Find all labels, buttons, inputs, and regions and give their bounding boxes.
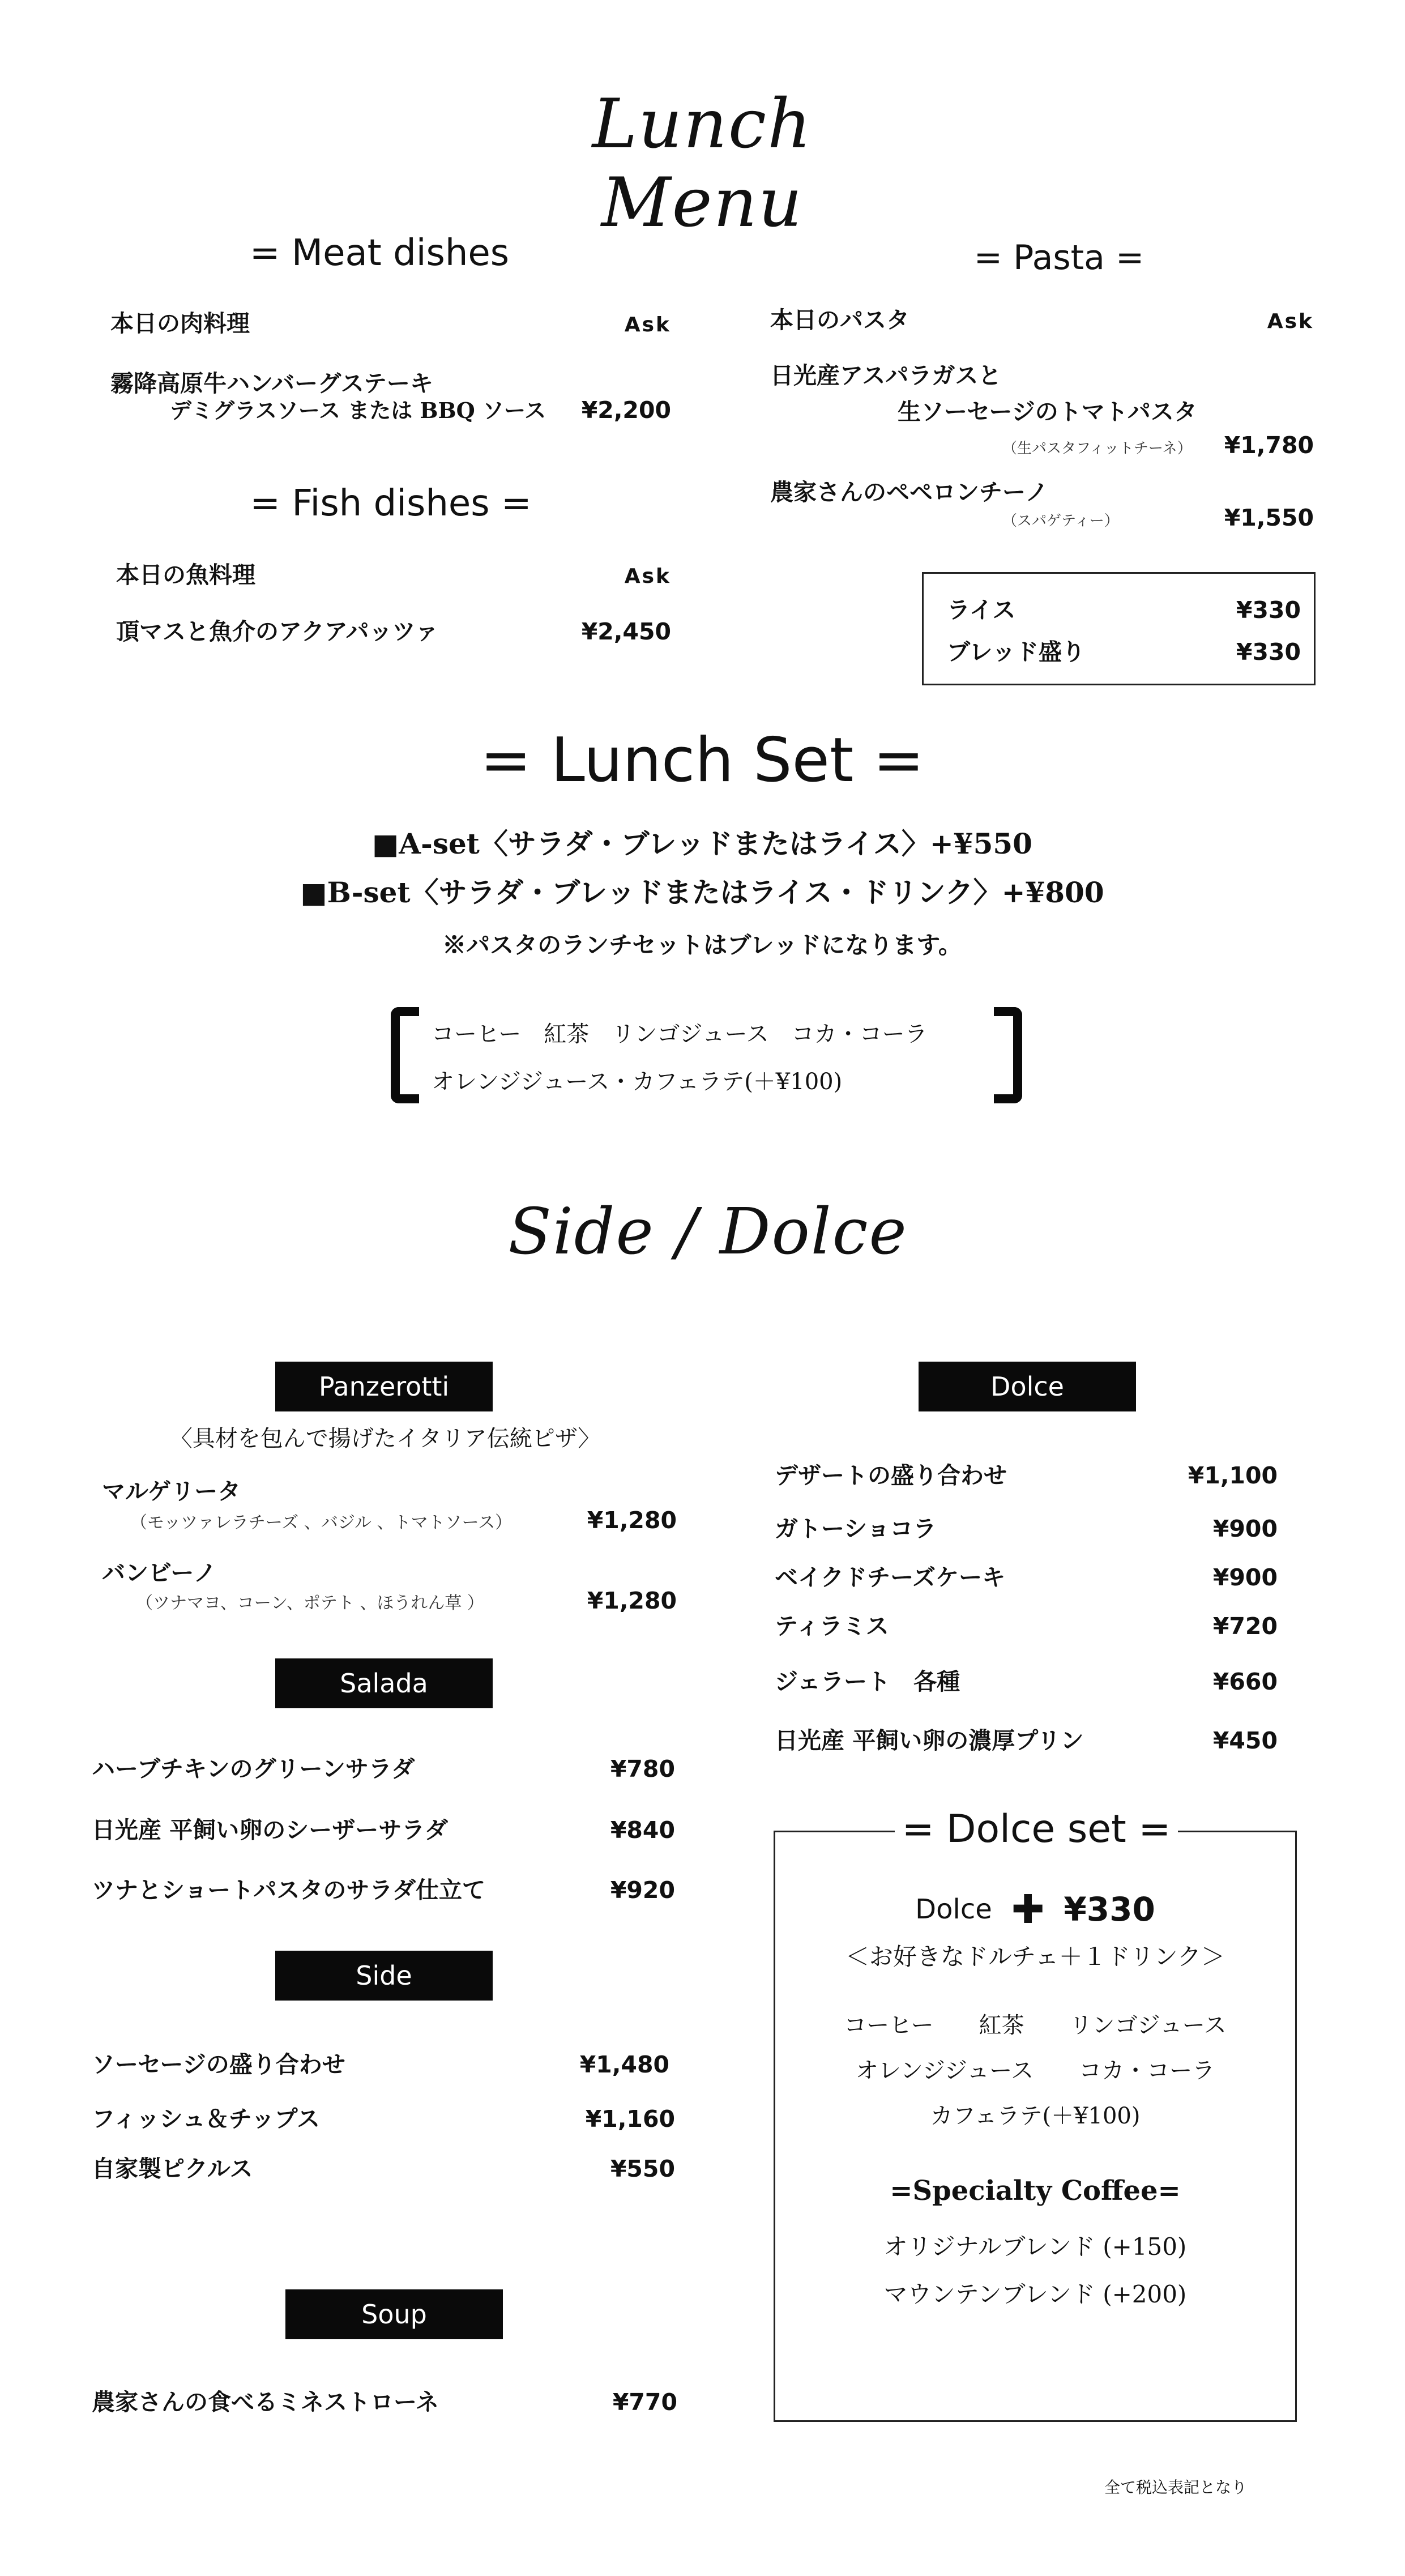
item-name: マルゲリータ bbox=[102, 1478, 241, 1505]
item-name: ライス bbox=[947, 596, 1016, 624]
specialty-coffee-heading: =Specialty Coffee= bbox=[890, 2175, 1181, 2207]
item-price: ¥720 bbox=[1212, 1613, 1278, 1640]
menu-item bbox=[775, 1663, 1278, 1696]
panzerotti-label: Panzerotti bbox=[275, 1362, 493, 1411]
item-price: ¥900 bbox=[1212, 1564, 1278, 1591]
dolce-set-drinks-line2: オレンジジュース コカ・コーラ bbox=[855, 2058, 1215, 2084]
item-name: ジェラート 各種 bbox=[775, 1668, 960, 1695]
dolce-word: Dolce bbox=[915, 1893, 992, 1925]
side-dolce-title: Side / Dolce bbox=[508, 1195, 908, 1269]
item-price: ¥840 bbox=[610, 1816, 675, 1844]
dolce-set-price-line bbox=[774, 1886, 1297, 1933]
item-price: ¥550 bbox=[610, 2155, 675, 2182]
dolce-set-price: ¥330 bbox=[1064, 1890, 1155, 1929]
specialty-coffee-item: マウンテンブレンド (+200) bbox=[883, 2280, 1187, 2308]
item-price: ¥920 bbox=[610, 1876, 675, 1904]
item-name: 日光産アスパラガスと bbox=[770, 362, 1002, 389]
menu-item bbox=[110, 305, 671, 338]
item-name: フィッシュ＆チップス bbox=[92, 2105, 321, 2133]
a-set-line: ■A-set〈サラダ・ブレッドまたはライス〉+¥550 bbox=[372, 827, 1032, 860]
menu-item bbox=[92, 2383, 677, 2417]
item-price: ¥1,100 bbox=[1188, 1462, 1278, 1489]
item-subtitle: （モッツァレラチーズ 、バジル 、トマトソース） bbox=[130, 1513, 513, 1533]
item-note: （生パスタフィットチーネ） bbox=[1002, 440, 1192, 457]
item-price: ¥2,200 bbox=[581, 396, 671, 424]
item-name: 日光産 平飼い卵の濃厚プリン bbox=[775, 1727, 1084, 1754]
menu-item bbox=[1002, 432, 1314, 459]
dolce-label: Dolce bbox=[919, 1362, 1136, 1411]
item-name: ガトーショコラ bbox=[775, 1515, 937, 1542]
item-note: （スパゲティー） bbox=[1002, 513, 1119, 530]
menu-item bbox=[130, 1507, 677, 1534]
b-set-line: ■B-set〈サラダ・ブレッドまたはライス・ドリンク〉+¥800 bbox=[300, 876, 1104, 909]
menu-item bbox=[775, 1722, 1278, 1755]
menu-item bbox=[947, 591, 1301, 625]
item-price: ¥770 bbox=[612, 2389, 677, 2416]
item-name: デザートの盛り合わせ bbox=[775, 1462, 1007, 1489]
item-name: 霧降高原牛ハンバーグステーキ bbox=[110, 370, 433, 397]
item-price: ¥2,450 bbox=[581, 618, 671, 645]
rice-bread-box bbox=[922, 572, 1316, 685]
item-price: ¥1,780 bbox=[1224, 432, 1314, 459]
menu-item bbox=[1002, 504, 1314, 531]
menu-item bbox=[770, 301, 1314, 335]
menu-item bbox=[92, 1811, 675, 1845]
dolce-set-drinks-line1: コーヒー 紅茶 リンゴジュース bbox=[844, 2012, 1227, 2038]
menu-item bbox=[775, 1607, 1278, 1641]
item-subtitle: デミグラスソース または BBQ ソース bbox=[170, 398, 546, 423]
item-price: ¥450 bbox=[1212, 1727, 1278, 1754]
tax-note: 全て税込表記となり bbox=[1104, 2478, 1248, 2497]
item-name: ツナとショートパスタのサラダ仕立て bbox=[92, 1876, 485, 1904]
dolce-set-drinks-line3: カフェラテ(＋¥100) bbox=[930, 2103, 1141, 2129]
item-price: ¥1,160 bbox=[585, 2105, 675, 2133]
item-price: ¥1,280 bbox=[587, 1587, 677, 1614]
item-name: 本日のパスタ bbox=[770, 306, 909, 334]
item-price: ¥660 bbox=[1212, 1668, 1278, 1695]
item-name: ベイクドチーズケーキ bbox=[775, 1564, 1006, 1591]
item-subtitle: （ツナマヨ、コーン、ポテト 、ほうれん草 ） bbox=[136, 1593, 484, 1613]
item-price: Ask bbox=[624, 565, 671, 588]
item-name: 本日の魚料理 bbox=[116, 561, 255, 588]
menu-item bbox=[92, 2150, 675, 2183]
item-price: Ask bbox=[624, 313, 671, 336]
menu-item bbox=[775, 1457, 1278, 1490]
item-price: ¥1,280 bbox=[587, 1507, 677, 1534]
left-bracket bbox=[391, 1007, 419, 1103]
item-price: ¥1,550 bbox=[1224, 504, 1314, 531]
panzerotti-description: 〈具材を包んで揚げたイタリア伝統ピザ〉 bbox=[169, 1426, 601, 1452]
menu-item bbox=[136, 1587, 677, 1614]
lunch-set-heading: = Lunch Set = bbox=[480, 725, 925, 796]
lunch-set-note: ※パスタのランチセットはブレッドになります。 bbox=[442, 931, 962, 959]
fish-dishes-heading: = Fish dishes = bbox=[250, 483, 532, 524]
lunch-menu-title: Lunch Menu bbox=[592, 85, 813, 242]
item-name: 頂マスと魚介のアクアパッツァ bbox=[116, 618, 439, 645]
item-price: ¥330 bbox=[1236, 638, 1301, 666]
specialty-coffee-item: オリジナルブレンド (+150) bbox=[883, 2233, 1187, 2261]
item-name: 日光産 平飼い卵のシーザーサラダ bbox=[92, 1816, 448, 1844]
item-price: ¥900 bbox=[1212, 1515, 1278, 1542]
item-name: 本日の肉料理 bbox=[110, 310, 250, 337]
side-label: Side bbox=[275, 1951, 493, 2001]
item-name: 農家さんのペペロンチーノ bbox=[770, 479, 1049, 506]
menu-item bbox=[116, 613, 671, 646]
item-name: ハーブチキンのグリーンサラダ bbox=[92, 1755, 415, 1782]
menu-item bbox=[116, 556, 671, 590]
item-name: 農家さんの食べるミネストローネ bbox=[92, 2389, 439, 2416]
item-price: Ask bbox=[1267, 310, 1314, 333]
menu-item bbox=[170, 393, 671, 424]
menu-item bbox=[92, 2100, 675, 2134]
menu-item bbox=[947, 633, 1301, 667]
drink-list-line2: オレンジジュース・カフェラテ(＋¥100) bbox=[432, 1069, 843, 1095]
menu-item bbox=[92, 1750, 675, 1784]
salada-label: Salada bbox=[275, 1658, 493, 1708]
menu-item bbox=[92, 2046, 669, 2079]
item-name: バンビーノ bbox=[102, 1559, 217, 1586]
item-name: ソーセージの盛り合わせ bbox=[92, 2051, 345, 2078]
plus-icon: ✚ bbox=[1011, 1886, 1045, 1933]
item-name-line2: 生ソーセージのトマトパスタ bbox=[898, 398, 1197, 425]
dolce-set-heading: = Dolce set = bbox=[895, 1807, 1178, 1852]
drink-list-line1: コーヒー 紅茶 リンゴジュース コカ・コーラ bbox=[432, 1021, 928, 1047]
meat-dishes-heading: = Meat dishes bbox=[249, 232, 510, 274]
menu-item bbox=[775, 1559, 1278, 1592]
item-name: ブレッド盛り bbox=[947, 638, 1085, 666]
item-price: ¥780 bbox=[610, 1755, 675, 1782]
menu-item bbox=[92, 1871, 675, 1905]
item-price: ¥1,480 bbox=[579, 2051, 669, 2078]
pasta-heading: = Pasta = bbox=[973, 238, 1145, 278]
item-price: ¥330 bbox=[1236, 596, 1301, 624]
item-name: 自家製ピクルス bbox=[92, 2155, 253, 2182]
menu-item bbox=[775, 1510, 1278, 1543]
right-bracket bbox=[994, 1007, 1022, 1103]
soup-label: Soup bbox=[285, 2289, 503, 2339]
dolce-set-description: ＜お好きなドルチェ＋１ドリンク＞ bbox=[845, 1943, 1225, 1971]
item-name: ティラミス bbox=[775, 1613, 889, 1640]
